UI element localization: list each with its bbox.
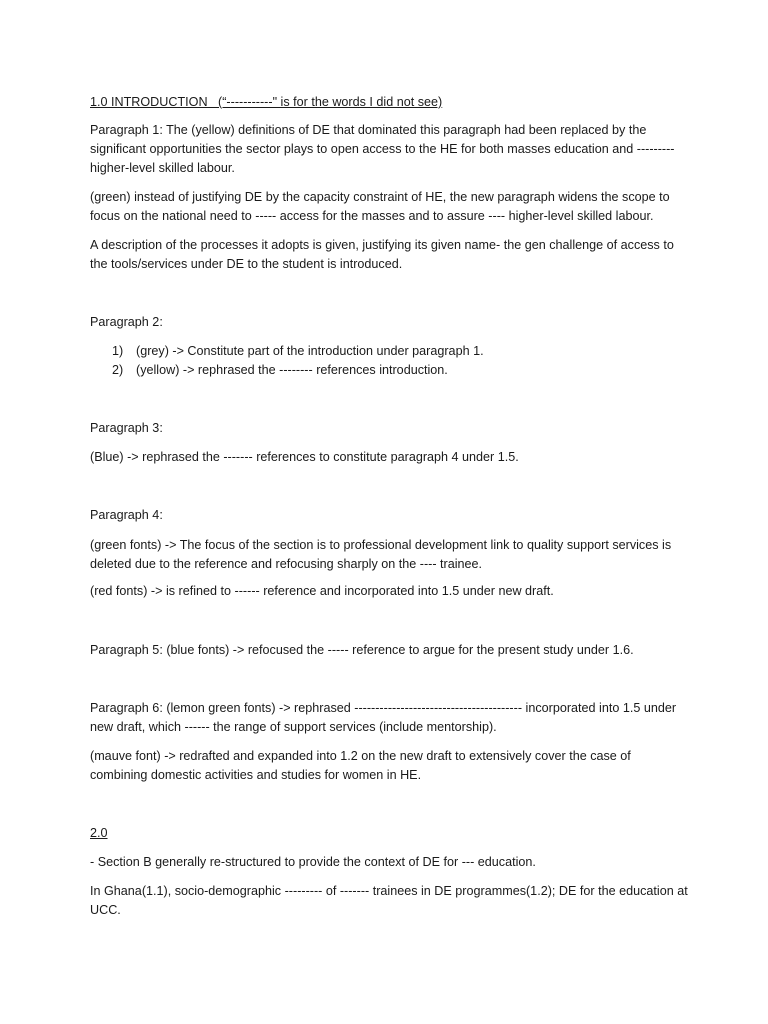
paragraph-3-title: Paragraph 3: bbox=[90, 421, 163, 435]
section-heading-2: 2.0 bbox=[90, 826, 108, 840]
paragraph-2-list bbox=[112, 342, 672, 380]
paragraph-6-text: Paragraph 6: (lemon green fonts) -> rephrased ---------------------------------------- incorporated into 1.5 under new draft, which ------ the range of support services (include mentorship). bbox=[90, 701, 680, 734]
paragraph-1-green-note: (green) instead of justifying DE by the capacity constraint of HE, the new paragraph widens the scope to focus on the national need to ----- access for the masses and to assure ---- higher-level skilled labour. bbox=[90, 190, 674, 223]
paragraph-3-text: (Blue) -> rephrased the ------- references to constitute paragraph 4 under 1.5. bbox=[90, 450, 519, 464]
paragraph-1-summary: Paragraph 1: The (yellow) definitions of DE that dominated this paragraph had been replaced by the significant opportunities the sector plays to open access to the HE for both masses education and --------- higher-level skilled labour. bbox=[90, 123, 678, 175]
section-2-line-1: - Section B generally re-structured to provide the context of DE for --- education. bbox=[90, 855, 536, 869]
paragraph-1-description: A description of the processes it adopts is given, justifying its given name- the gen challenge of access to the tools/services under DE to the student is introduced. bbox=[90, 238, 678, 271]
list-item-number: 1) bbox=[112, 344, 124, 358]
paragraph-5-text: Paragraph 5: (blue fonts) -> refocused the ----- reference to argue for the present study under 1.6. bbox=[90, 643, 634, 657]
list-item-text: (yellow) -> rephrased the -------- references introduction. bbox=[136, 363, 448, 377]
paragraph-4-green-note: (green fonts) -> The focus of the section is to professional development link to quality support services is deleted due to the reference and refocusing sharply on the ---- trainee. bbox=[90, 538, 675, 571]
list-item-text: (grey) -> Constitute part of the introduction under paragraph 1. bbox=[136, 344, 484, 358]
paragraph-2-title: Paragraph 2: bbox=[90, 315, 163, 329]
list-item-number: 2) bbox=[112, 363, 124, 377]
section-heading-introduction: 1.0 INTRODUCTION (“-----------" is for the words I did not see) bbox=[90, 95, 443, 109]
paragraph-4-red-note: (red fonts) -> is refined to ------ reference and incorporated into 1.5 under new draft. bbox=[90, 584, 554, 598]
paragraph-6-mauve-note: (mauve font) -> redrafted and expanded into 1.2 on the new draft to extensively cover the case of combining domestic activities and studies for women in HE. bbox=[90, 749, 635, 782]
list-item bbox=[112, 361, 672, 380]
section-2-line-2: In Ghana(1.1), socio-demographic --------- of ------- trainees in DE programmes(1.2); DE for the education at UCC. bbox=[90, 884, 692, 917]
list-item bbox=[112, 342, 672, 361]
paragraph-4-title: Paragraph 4: bbox=[90, 508, 163, 522]
